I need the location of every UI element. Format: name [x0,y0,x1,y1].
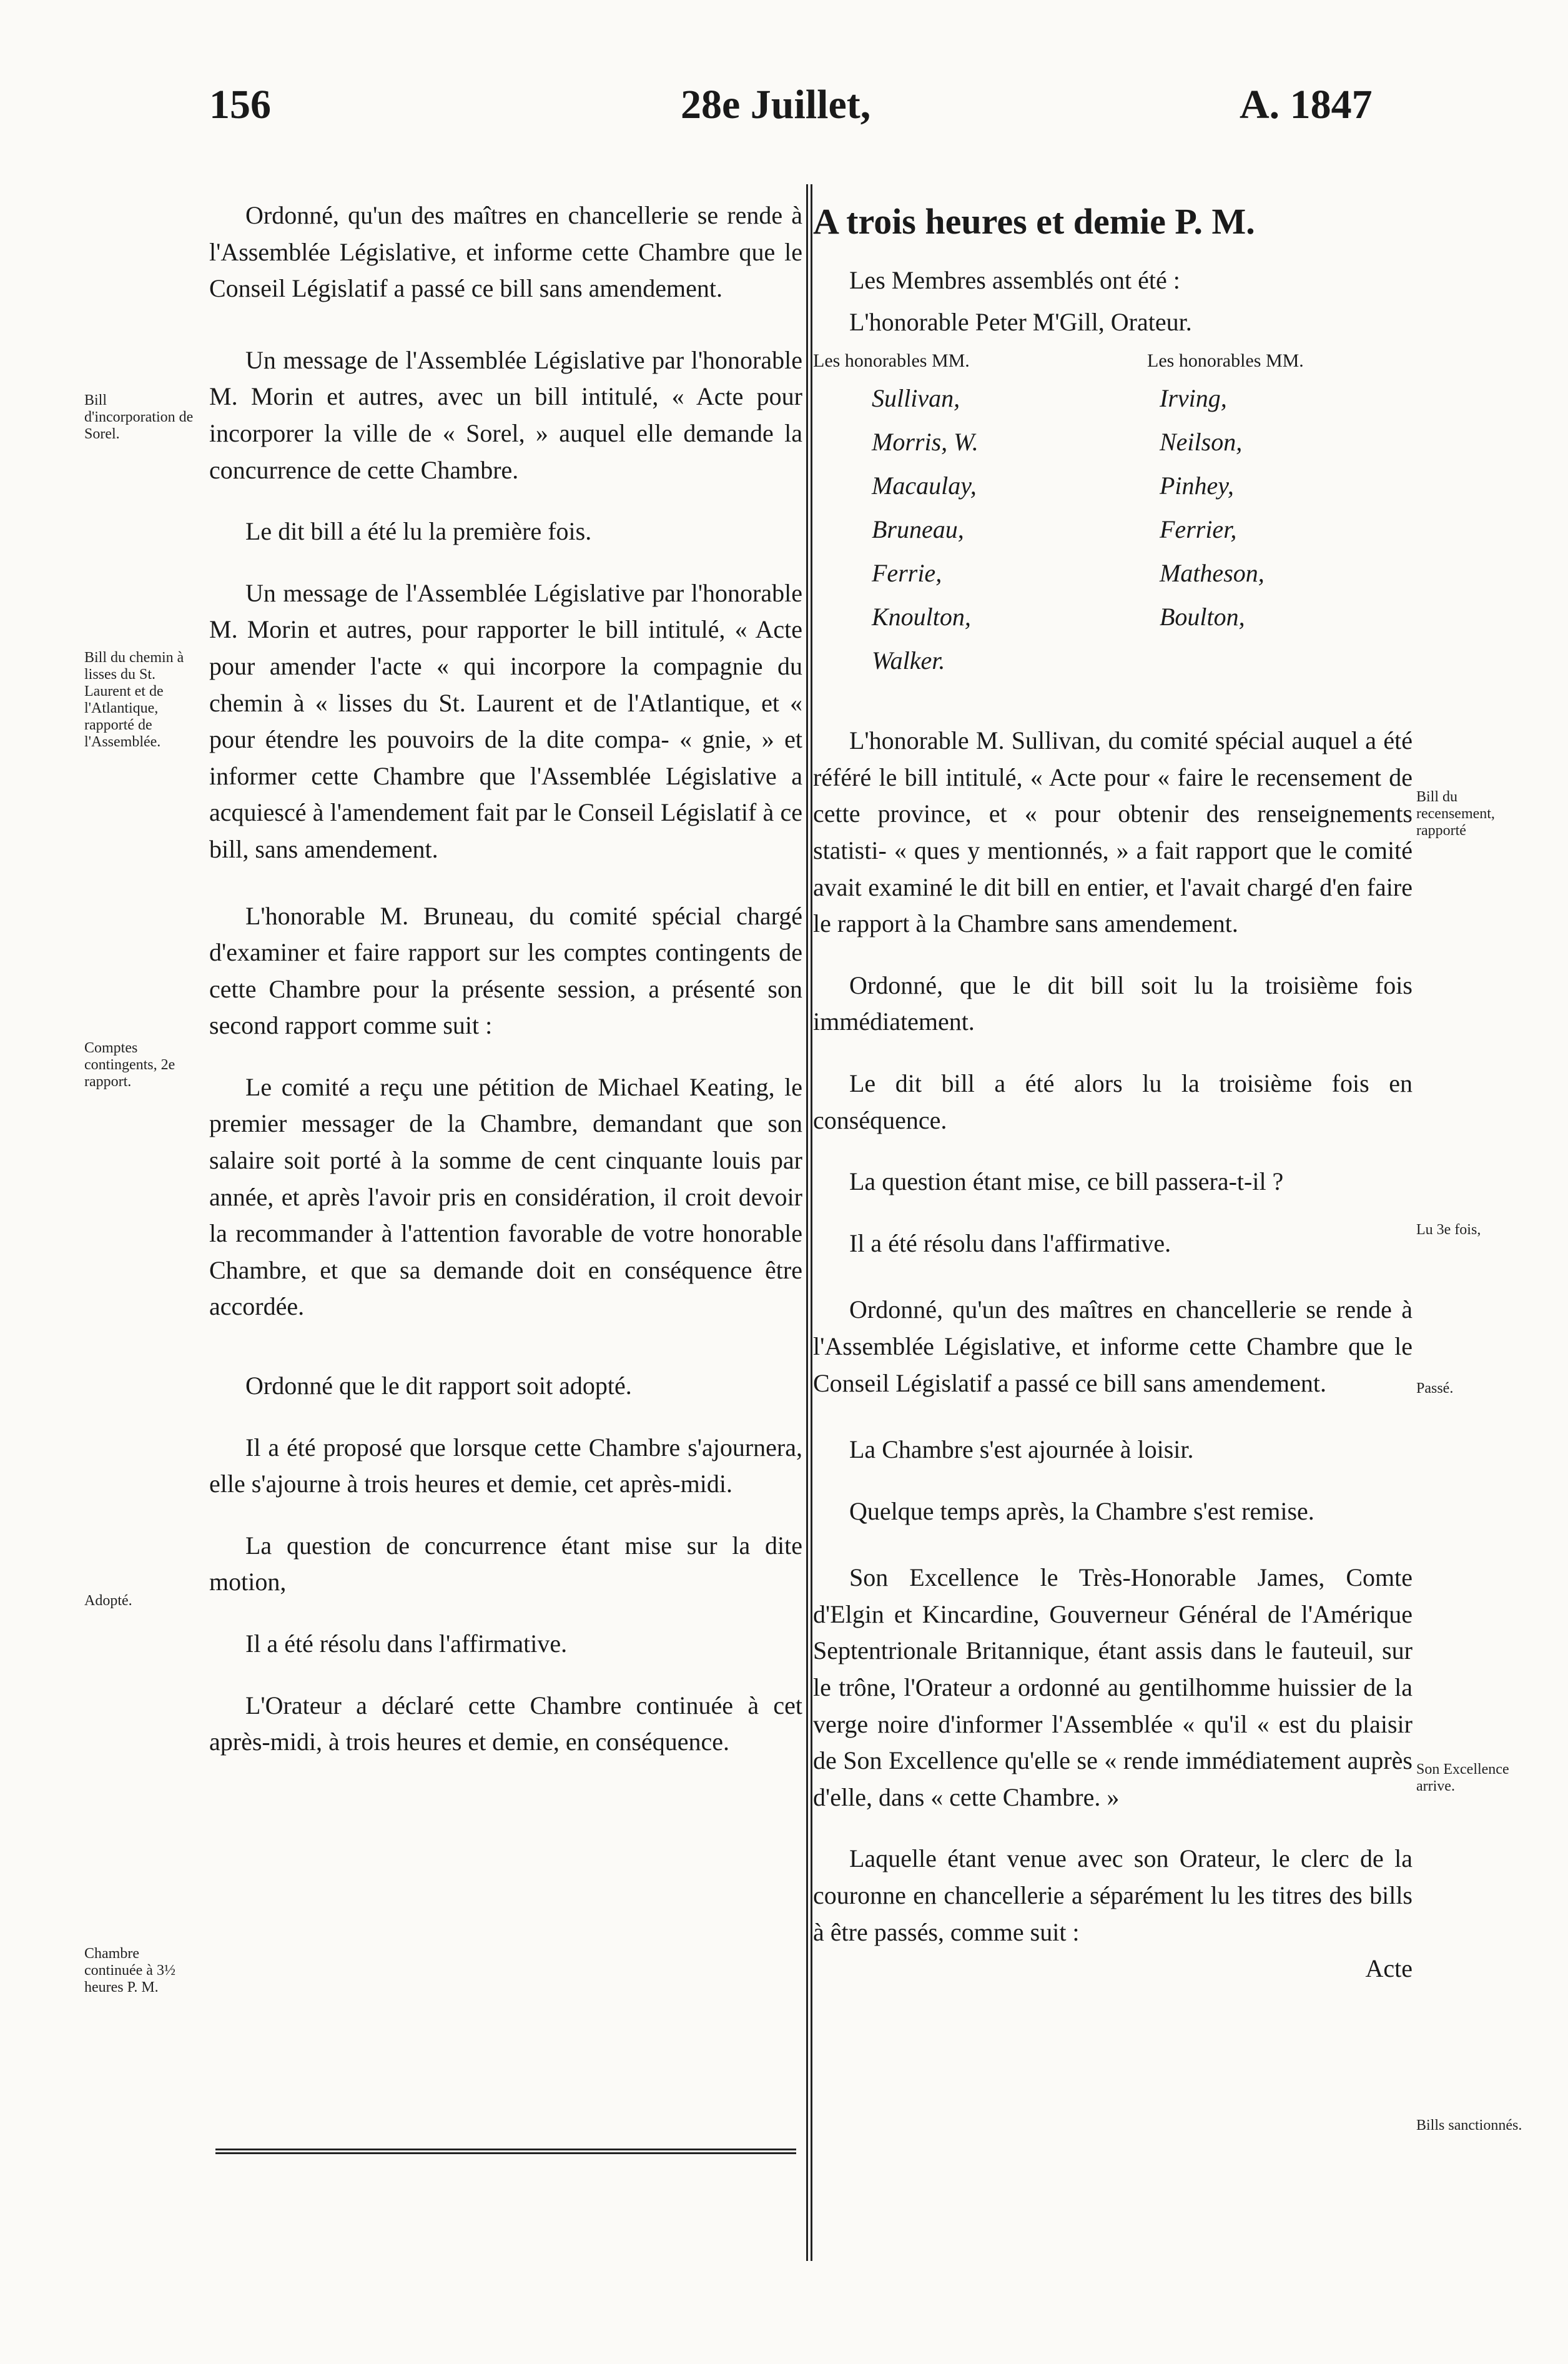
member-name: Macaulay, [872,472,977,500]
page-number: 156 [209,82,271,127]
section-heading: A trois heures et demie P. M. [813,201,1255,242]
header-date: 28e Juillet, [681,82,871,127]
margin-note: Adopté. [84,1593,132,1609]
margin-note: Bills sanctionnés. [1416,2117,1522,2134]
member-name: Pinhey, [1160,472,1234,500]
paragraph: Laquelle étant venue avec son Orateur, le clerc de la couronne en chancellerie a séparément lu les titres des bills à être passés, comme suit : [813,1844,1413,1946]
member-name: Knoulton, [872,603,971,631]
member-name: Sullivan, [872,384,960,413]
paragraph: Son Excellence le Très-Honorable James, Comte d'Elgin et Kincardine, Gouverneur Général de l'Amérique Septentrionale Britannique, étant assis dans le fauteuil, sur le trône, l'Orateur a ordonné au gentilhomme huissier de la verge noire d'informer l'Assemblée « qu'il « est du plaisir de Son Excellence qu'elle se « rende immédiatement auprès d'elle, dans « cette Chambre. » [813,1563,1413,1811]
paragraph: Quelque temps après, la Chambre s'est remise. [849,1496,1314,1525]
paragraph: La question de concurrence étant mise sur la dite motion, [209,1531,802,1596]
member-list [813,345,1413,683]
paragraph: Il a été résolu dans l'affirmative. [245,1630,568,1658]
margin-note: Bill du chemin à lisses du St. Laurent et de l'Atlantique, rapporté de l'Assemblée. [84,650,184,750]
right-column [813,197,1413,1987]
paragraph: Le dit bill a été lu la première fois. [245,517,592,546]
member-column-1 [813,345,1147,683]
member-name: Matheson, [1160,559,1265,588]
paragraph: La Chambre s'est ajournée à loisir. [849,1435,1194,1464]
list-header: Les honorables MM. [1147,350,1304,372]
paragraph: Ordonné, qu'un des maîtres en chancellerie se rende à l'Assemblée Législative, et informe cette Chambre que le Conseil Législatif a passé ce bill sans amendement. [813,1295,1413,1397]
margin-note: Comptes contingents, 2e rapport. [84,1040,175,1090]
paragraph: Il a été résolu dans l'affirmative. [849,1229,1171,1257]
margin-note: Chambre continuée à 3½ heures P. M. [84,1946,175,1996]
member-name: Irving, [1160,384,1227,413]
end-rule [215,2149,796,2154]
member-name: Morris, W. [872,428,979,457]
paragraph: Un message de l'Assemblée Législative par l'honorable M. Morin et autres, avec un bill intitulé, « Acte pour incorporer la ville de « Sorel, » auquel elle demande la concurrence de cette Chambre. [209,345,802,484]
member-name: Bruneau, [872,515,964,544]
paragraph: Le comité a reçu une pétition de Michael Keating, le premier messager de la Chambre, demandant que son salaire soit porté à la somme de cent cinquante louis par année, et après l'avoir pris en considération, il croit devoir la recommander à l'attention favorable de votre honorable Chambre, et que sa demande doit en conséquence être accordée. [209,1072,802,1321]
text-line: L'honorable Peter M'Gill, Orateur. [849,307,1192,336]
column-divider [806,184,812,2261]
paragraph: Il a été proposé que lorsque cette Chambre s'ajournera, elle s'ajourne à trois heures et demie, cet après-midi. [209,1433,802,1498]
list-header: Les honorables MM. [813,350,970,372]
margin-note: Son Excellence arrive. [1416,1761,1509,1794]
margin-note: Lu 3e fois, [1416,1222,1481,1238]
member-name: Neilson, [1160,428,1243,457]
paragraph: L'honorable M. Bruneau, du comité spécial chargé d'examiner et faire rapport sur les comptes contingents de cette Chambre pour la présente session, a présenté son second rapport comme suit : [209,901,802,1040]
margin-note: Bill du recensement, rapporté [1416,789,1495,839]
member-name: Walker. [872,646,945,675]
text-line: Les Membres assemblés ont été : [849,266,1180,294]
header-year: A. 1847 [1240,82,1373,127]
paragraph: Le dit bill a été alors lu la troisième fois en conséquence. [813,1069,1413,1134]
margin-note: Bill d'incorporation de Sorel. [84,392,194,442]
member-name: Ferrier, [1160,515,1237,544]
paragraph: La question étant mise, ce bill passera-t-il ? [849,1167,1284,1196]
paragraph: Un message de l'Assemblée Législative par l'honorable M. Morin et autres, pour rapporter le bill intitulé, « Acte pour amender l'acte « qui incorpore la compagnie du chemin à « lisses du St. Laurent et de l'Atlantique, et « pour étendre les pouvoirs de la dite compa- « gnie, » et informer cette Chambre que l'Assemblée Législative a acquiescé à l'amendement fait par le Conseil Législatif à ce bill, sans amendement. [209,578,802,863]
paragraph: Ordonné que le dit rapport soit adopté. [245,1372,632,1400]
paragraph: Ordonné, que le dit bill soit lu la troisième fois immédiatement. [813,971,1413,1036]
margin-note: Passé. [1416,1380,1454,1397]
member-name: Ferrie, [872,559,942,588]
left-column [209,197,802,1791]
catchword: Acte [1365,1954,1413,1983]
paragraph: L'honorable M. Sullivan, du comité spécial auquel a été référé le bill intitulé, « Acte pour « faire le recensement de cette province, et « pour obtenir des renseignements statisti- « ques y mentionnés, » a fait rapport que le comité avait examiné le dit bill en entier, et l'avait chargé d'en faire le rapport à la Chambre sans amendement. [813,726,1413,938]
paragraph: L'Orateur a déclaré cette Chambre continuée à cet après-midi, à trois heures et demie, en conséquence. [209,1691,802,1756]
member-name: Boulton, [1160,603,1245,631]
member-column-2 [1147,345,1409,683]
paragraph: Ordonné, qu'un des maîtres en chancellerie se rende à l'Assemblée Législative, et informe cette Chambre que le Conseil Législatif a passé ce bill sans amendement. [209,201,802,303]
